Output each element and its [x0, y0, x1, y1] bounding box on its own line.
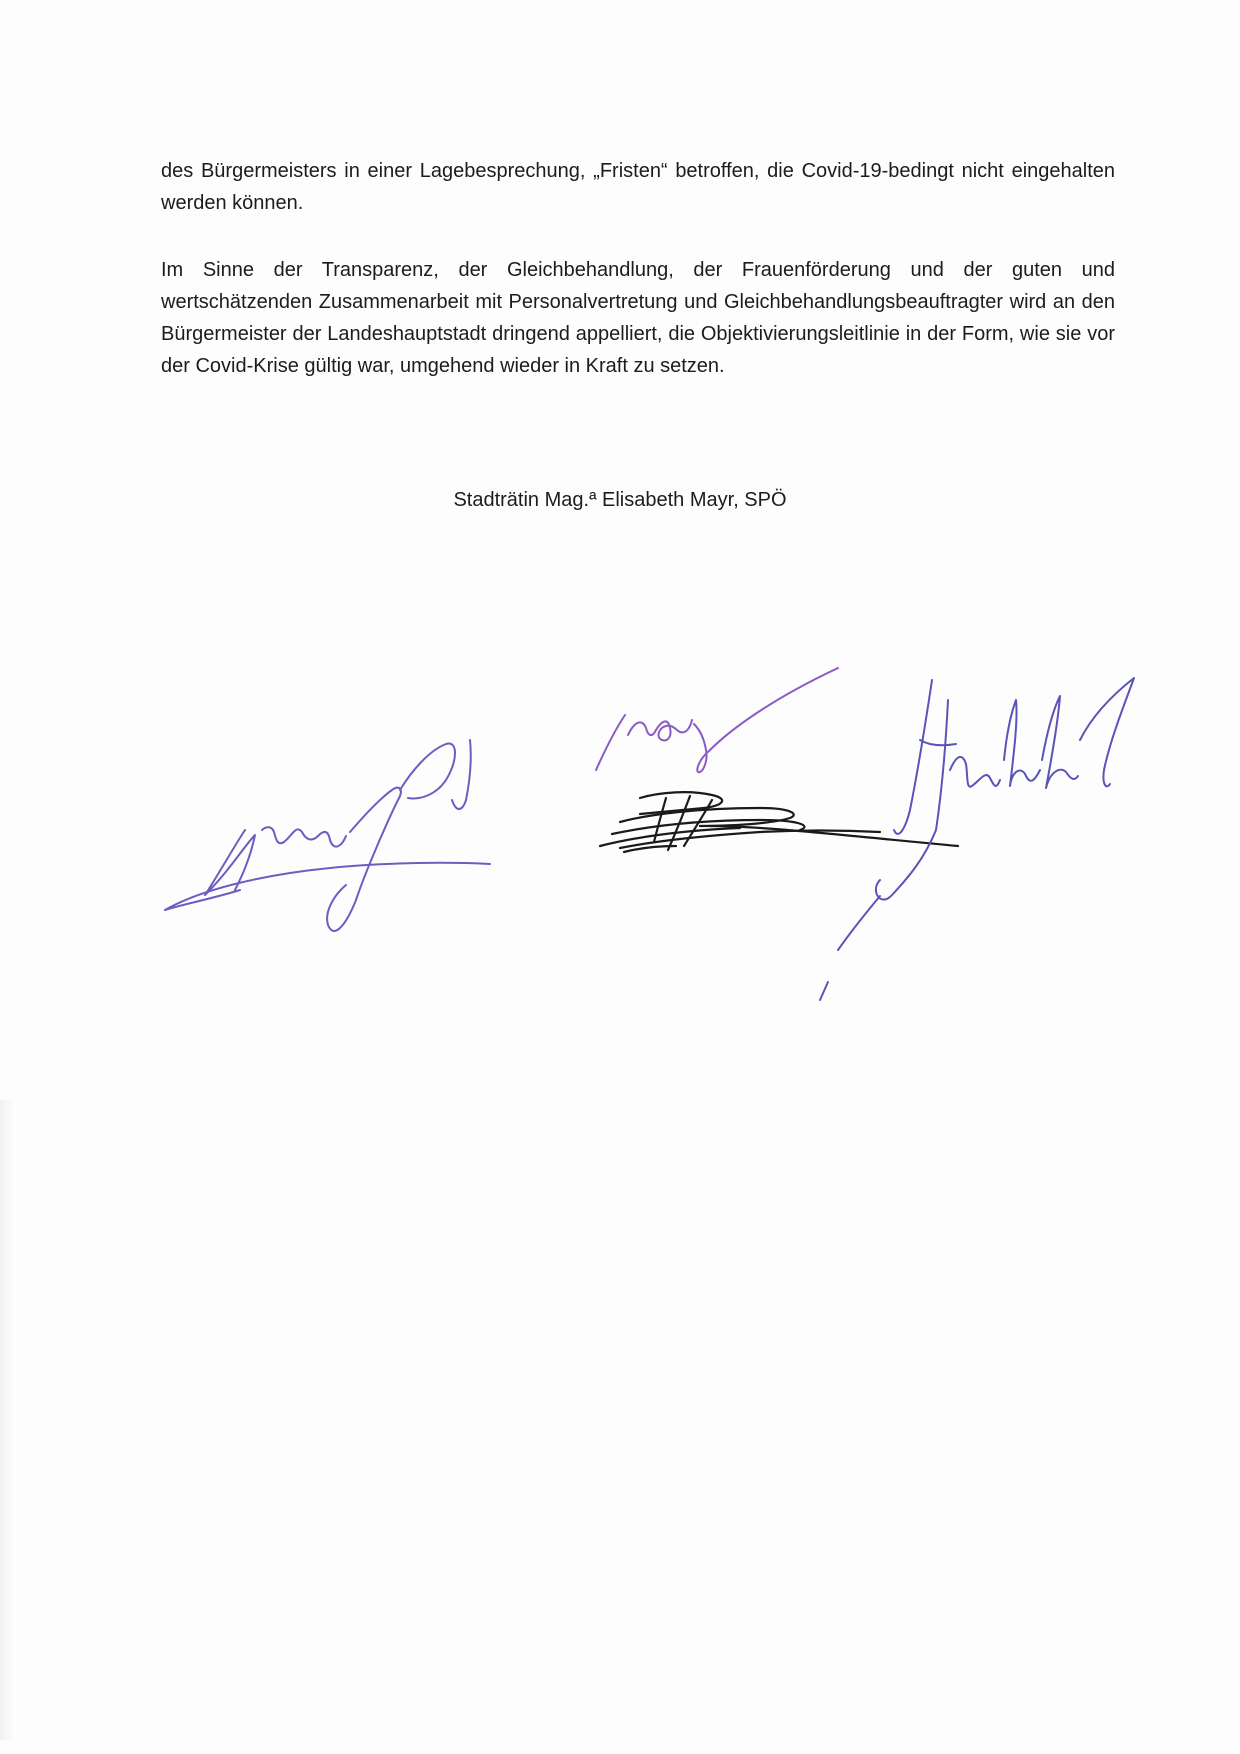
- signature-middle-top: [596, 668, 838, 772]
- signature-right: [820, 678, 1134, 1000]
- signature-left: [165, 740, 490, 931]
- signature-middle-bottom: [600, 792, 958, 852]
- paragraph-1: des Bürgermeisters in einer Lagebesprechung, „Fristen“ betroffen, die Covid-19-bedingt nicht eingehalten werden können.: [161, 160, 1115, 214]
- scan-edge-shadow: [0, 1100, 14, 1740]
- signer-line: Stadträtin Mag.ª Elisabeth Mayr, SPÖ: [453, 489, 787, 511]
- paragraph-2: Im Sinne der Transparenz, der Gleichbehandlung, der Frauenförderung und der guten und wertschätzenden Zusammenarbeit mit Personalvertretung und Gleichbehandlungsbeauftragter wird an den Bürgermeister der Landeshauptstadt dringend appelliert, die Objektivierungsleitlinie in der Form, wie sie vor der Covid-Krise gültig war, umgehend wieder in Kraft zu setzen.: [161, 259, 1115, 377]
